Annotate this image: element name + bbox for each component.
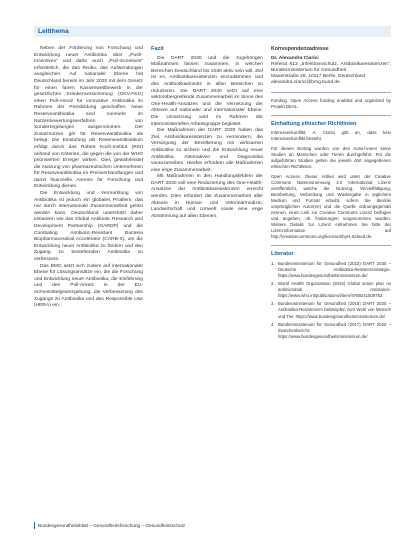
body-paragraph: Die DART 2030 und die zugehörigen Maßnahmen fassen zusammen, in welchen Bereichen Deutschland bis 2030 aktiv sein will. Ziel ist es, Antibiotikaresistenzen einzudämmen und den Antibiotikaeinsatz in allen Bereichen zu reduzieren. Die DART 2030 setzt auf eine sektorübergreifende Zusammenarbeit im Sinne des One-Health-Ansatzes und die Vernetzung der Akteure auf nationaler und internationaler Ebene. Die Umsetzung wird im Rahmen der interministeriellen Arbeitsgruppe begleitet. <box>151 55 263 127</box>
divider <box>271 245 391 246</box>
funding-note: Funding. Open Access funding enabled and organized by Projekt DEAL. <box>271 97 391 109</box>
body-paragraph: Die Maßnahmen der DART 2030 haben das Ziel, Antibiotikaresistenzen zu vermindern, die Versorgung der Bevölkerung mit wirksamen Antibiotika zu sichern und die Entwicklung neuer Antibiotika, Alternativen und Diagnostika voranzutreiben. Hierbei erfordern alle Maßnahmen eine enge Zusammenarbeit. <box>151 128 263 173</box>
reference-text[interactable]: Bundesministerium für Gesundheit (2023) DART 2030 – Deutsche Antibiotika-Resistenzstrategie. https://www.bundesgesundheitsministerium.de/ <box>278 260 391 278</box>
conflict-statement: Interessenkonflikt. A. Clarici gibt an, dass kein Interessenkonflikt besteht. <box>271 130 391 142</box>
footer-separator <box>34 522 35 529</box>
reference-item: 3. Bundesministerium für Gesundheit (2015) DART 2020 – Antibiotika-Resistenzen bekämpfen zum Wohl von Mensch und Tier. https://www.bundesgesundheitsministerium.de/ <box>271 301 391 319</box>
reference-text[interactable]: World Health Organization (2015) Global action plan on antimicrobial resistance. https://www.who.int/publications/i/item/9789241509763 <box>278 281 391 299</box>
journal-footer: Bundesgesundheitsblatt – Gesundheitsforschung – Gesundheitsschutz <box>38 523 186 528</box>
reference-item: 4. Bundesministerium für Gesundheit (2017) DART 2020 – Zwischenbericht. https://www.bundesgesundheitsministerium.de/ <box>271 321 391 339</box>
contact-email[interactable]: alexandra.clarici@bmg.bund.de <box>271 80 340 86</box>
contact-name: Dr. Alexandra Clarici <box>271 55 319 61</box>
reference-item: 1. Bundesministerium für Gesundheit (2023) DART 2030 – Deutsche Antibiotika-Resistenzstrategie. https://www.bundesgesundheitsministerium.de/ <box>271 260 391 278</box>
ethics-note: Für diesen Beitrag wurden von den Autor/-innen keine Studien an Menschen oder Tieren durchgeführt. Für die aufgeführten Studien gelten die jeweils dort angegebenen ethischen Richtlinien. <box>271 146 391 170</box>
body-paragraph: Das BMG setzt sich zudem auf internationaler Ebene für Lösungsansätze ein, die die Forschung und Entwicklung neuer Antibiotika, die Einführung und den Pull-Anreiz in der EU-Arzneimittelgesetzgebung, die Verbesserung des Zugangs zu Antibiotika und des Responsible Use (HERA) ein. <box>34 263 143 309</box>
contact-address: Mauerstraße 29, 10117 Berlin, Deutschland <box>271 74 366 80</box>
divider <box>271 115 391 116</box>
section-header-bar <box>34 26 391 37</box>
divider <box>271 92 391 93</box>
contact-heading: Korrespondenzadresse <box>271 46 329 52</box>
reference-text[interactable]: Bundesministerium für Gesundheit (2017) DART 2020 – Zwischenbericht. https://www.bundesgesundheitsministerium.de/ <box>278 321 391 339</box>
body-paragraph: Mit Maßnahmen in den Handlungsfeldern der DART 2030 soll eine Reduzierung des One-Health-Ansatzes der Antibiotikaresistenzen erreicht werden. Dies erfordert die Zusammenarbeit aller Akteure in Human- und Veterinärmedizin, Landwirtschaft und Umwelt sowie eine enge Abstimmung auf allen Ebenen. <box>151 174 263 219</box>
body-paragraph: Die Entwicklung und Vermarktung von Antibiotika ist jedoch ein globales Problem, das nur durch internationale Zusammenarbeit gelöst werden kann. Deutschland unterstützt daher Initiativen wie das Global Antibiotic Research and Development Partnership (GARDP) und die Combating Antibiotic-Resistant Bacteria Biopharmaceutical Accelerator (CARB-X), um die Entwicklung neuer Antibiotika zu fördern und den Zugang zu bestehenden Antibiotika zu verbessern. <box>34 191 143 262</box>
ethics-heading: Einhaltung ethischer Richtlinien <box>271 120 357 127</box>
column-right <box>271 46 391 342</box>
body-paragraph: Neben der Förderung von Forschung und Entwicklung neuer Antibiotika über „Push-Incentives“ und dafür auch „Pull-Incentives“ erforderlich, die das Risiko, das Aufwendungen ausgleichen. Auf nationaler Ebene hat Deutschland bereits im Jahr 2020 mit dem Gesetz für einen fairen Kassenwettbewerb in der gesetzlichen Krankenversicherung (GKV-FKG) einen Pull-Anreiz für innovative Antibiotika im Rahmen der Preisbildung geschaffen: Neue Reserveantibiotika sind nunmehr im Nutzenbewertungsverfahren von Sonderregelungen ausgenommen. Der Zusatznutzen gilt für Reserveantibiotika als belegt. Die Einstufung als Reserveantibiotikum erfolgt durch das Robert Koch-Institut (RKI) anhand von Kriterien, die gegen die von der WHO priorisierten Erreger wirken. Dies gewährleistet die Nutzung von pharmazeutischen Unternehmen für Reserveantibiotika im Preisverhandlungen und damit finanzielle Anreize für Forschung und Entwicklung dienen. <box>34 46 143 190</box>
column-middle <box>151 46 263 220</box>
fazit-heading: Fazit <box>151 46 164 52</box>
open-access-note: Open Access. Dieser Artikel wird unter der Creative Commons Namensnennung 4.0 International Lizenz veröffentlicht, welche die Nutzung, Vervielfältigung, Bearbeitung, Verbreitung und Wiedergabe in jeglichem Medium und Format erlaubt, sofern Sie den/die ursprünglichen Autor(en) und die Quelle ordnungsgemäß nennen, einen Link zur Creative Commons Lizenz beifügen und angeben, ob Änderungen vorgenommen wurden. Weitere Details zur Lizenz entnehmen Sie bitte der Lizenzinformation auf http://creativecommons.org/licenses/by/4.0/deed.de. <box>271 174 391 240</box>
section-label: Leitthema <box>38 28 69 35</box>
contact-affiliation: Referat 613 „Infektionsschutz, Antibiotikaresistenzen“, Bundesministerium für Gesundheit <box>271 61 391 73</box>
column-left <box>34 46 143 310</box>
reference-item: 2. World Health Organization (2015) Global action plan on antimicrobial resistance. https://www.who.int/publications/i/item/9789241509763 <box>271 281 391 299</box>
reference-text[interactable]: Bundesministerium für Gesundheit (2015) DART 2020 – Antibiotika-Resistenzen bekämpfen zum Wohl von Mensch und Tier. https://www.bundesgesundheitsministerium.de/ <box>278 301 391 319</box>
literature-heading: Literatur <box>271 251 294 258</box>
